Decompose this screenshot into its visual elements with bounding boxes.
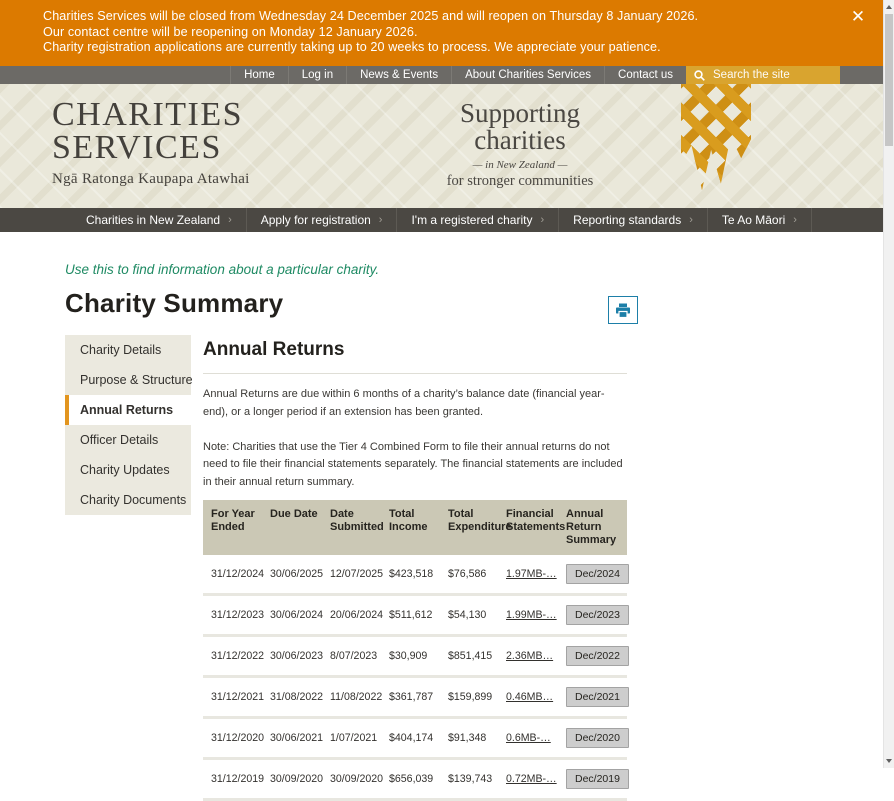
scrollbar-up-icon[interactable] [886, 5, 892, 9]
table-header-cell: Date Submitted [322, 500, 381, 555]
chevron-right-icon: › [378, 214, 383, 226]
primary-nav [0, 208, 884, 232]
cell-year-ended: 31/12/2022 [203, 637, 262, 678]
tagline-line-2: charities [474, 125, 566, 155]
site-search[interactable] [686, 66, 840, 84]
cell-total-expenditure: $139,743 [440, 760, 498, 801]
primary-nav-item-label: Te Ao Māori [721, 213, 786, 227]
notice-banner-text [0, 0, 884, 56]
annual-return-summary-button[interactable]: Dec/2021 [566, 687, 629, 707]
financial-statements-link[interactable]: 1.97MB-… [506, 568, 557, 581]
cell-total-income: $423,518 [381, 555, 440, 596]
cell-date-submitted: 8/07/2023 [322, 637, 381, 678]
sidebar-item[interactable] [65, 425, 191, 455]
sidebar-item-label: Purpose & Structure [80, 373, 193, 387]
cell-due-date: 30/06/2021 [262, 719, 322, 760]
masthead [0, 84, 884, 208]
body-columns [65, 335, 884, 801]
table-header-cell: Financial Statements [498, 500, 558, 555]
cell-date-submitted: 1/07/2021 [322, 719, 381, 760]
cell-total-expenditure: $851,415 [440, 637, 498, 678]
cell-total-income: $404,174 [381, 719, 440, 760]
financial-statements-link[interactable]: 0.72MB-… [506, 773, 557, 786]
cell-total-expenditure: $91,348 [440, 719, 498, 760]
cell-date-submitted: 20/06/2024 [322, 596, 381, 637]
table-row [203, 555, 627, 596]
utility-nav-items [230, 66, 686, 84]
intro-text: Use this to find information about a particular charity. [65, 262, 380, 277]
utility-nav-item[interactable]: Log in [288, 66, 346, 84]
cell-due-date: 30/06/2023 [262, 637, 322, 678]
scrollbar-down-icon[interactable] [886, 759, 892, 763]
cell-date-submitted: 12/07/2025 [322, 555, 381, 596]
section-paragraph-1: Annual Returns are due within 6 months of a charity’s balance date (financial year-end), or a longer period if an extension has been granted. [203, 388, 605, 418]
chevron-right-icon: › [793, 214, 797, 226]
cell-year-ended: 31/12/2019 [203, 760, 262, 801]
annual-returns-table [203, 500, 627, 801]
sidebar-item[interactable] [65, 365, 191, 395]
section-heading: Annual Returns [203, 339, 627, 374]
sidebar-item-label: Charity Updates [80, 463, 170, 477]
cell-total-income: $30,909 [381, 637, 440, 678]
primary-nav-item[interactable] [397, 208, 559, 232]
table-header-cell: Total Expenditure [440, 500, 498, 555]
cell-total-income: $361,787 [381, 678, 440, 719]
utility-nav-item[interactable]: Home [230, 66, 288, 84]
tagline-line-4: for stronger communities [446, 173, 594, 189]
utility-nav-item[interactable]: News & Events [346, 66, 451, 84]
cell-due-date: 30/06/2024 [262, 596, 322, 637]
primary-nav-item[interactable] [559, 208, 708, 232]
notice-banner-line: Our contact centre will be reopening on Monday 12 January 2026. [43, 24, 418, 39]
section-paragraph-2: Note: Charities that use the Tier 4 Combined Form to file their annual returns do not need to file their financial statements separately. The financial statements are included in their annual return summary. [203, 440, 623, 489]
sidebar-item[interactable] [65, 455, 191, 485]
cell-total-expenditure: $159,899 [440, 678, 498, 719]
annual-return-summary-button[interactable]: Dec/2023 [566, 605, 629, 625]
scrollbar-thumb[interactable] [885, 14, 893, 146]
cell-date-submitted: 11/08/2022 [322, 678, 381, 719]
print-icon [615, 303, 631, 318]
page-scrollbar[interactable] [883, 0, 894, 768]
table-header-cell: Annual Return Summary [558, 500, 627, 555]
cell-year-ended: 31/12/2020 [203, 719, 262, 760]
primary-nav-item[interactable] [72, 208, 247, 232]
charity-summary-sidebar [65, 335, 191, 515]
cell-total-expenditure: $76,586 [440, 555, 498, 596]
tagline-line-3: — in New Zealand — [472, 159, 568, 171]
cell-due-date: 30/09/2020 [262, 760, 322, 801]
table-row [203, 637, 627, 678]
logo-line-1: CHARITIES [52, 96, 244, 133]
financial-statements-link[interactable]: 0.46MB… [506, 691, 554, 704]
notice-banner-line: Charities Services will be closed from Wednesday 24 December 2025 and will reopen on Thursday 8 January 2026. [43, 9, 699, 23]
tagline-line-1: Supporting [459, 98, 580, 128]
table-row [203, 678, 627, 719]
sidebar-item[interactable] [65, 485, 191, 515]
notice-banner-line: Charity registration applications are currently taking up to 20 weeks to process. We appreciate your patience. [43, 40, 661, 55]
primary-nav-item[interactable] [247, 208, 398, 232]
cell-year-ended: 31/12/2023 [203, 596, 262, 637]
notice-banner [0, 0, 884, 66]
table-row [203, 760, 627, 801]
table-header-cell: Due Date [262, 500, 322, 555]
cell-total-expenditure: $54,130 [440, 596, 498, 637]
utility-nav-item[interactable]: Contact us [604, 66, 686, 84]
primary-nav-item[interactable] [708, 208, 812, 232]
cell-date-submitted: 30/09/2020 [322, 760, 381, 801]
search-input[interactable] [711, 68, 825, 82]
utility-nav [0, 66, 884, 84]
tagline [428, 100, 612, 190]
sidebar-item-label: Annual Returns [80, 403, 174, 417]
financial-statements-link[interactable]: 2.36MB… [506, 650, 554, 663]
sidebar-item[interactable] [65, 395, 191, 425]
content-area [0, 232, 884, 786]
annual-return-summary-button[interactable]: Dec/2020 [566, 728, 629, 748]
primary-nav-item-label: I'm a registered charity [411, 213, 533, 227]
cell-total-income: $511,612 [381, 596, 440, 637]
table-header-cell: Total Income [381, 500, 440, 555]
annual-return-summary-button[interactable]: Dec/2022 [566, 646, 629, 666]
cell-year-ended: 31/12/2024 [203, 555, 262, 596]
flax-weave-decoration [681, 84, 751, 190]
annual-returns-section [203, 335, 627, 801]
annual-return-summary-button[interactable]: Dec/2024 [566, 564, 629, 584]
financial-statements-link[interactable]: 0.6MB-… [506, 732, 551, 745]
charities-services-logo[interactable] [52, 98, 250, 188]
close-icon[interactable]: ✕ [850, 7, 866, 26]
primary-nav-item-label: Charities in New Zealand [86, 213, 221, 227]
primary-nav-item-label: Reporting standards [573, 213, 682, 227]
cell-year-ended: 31/12/2021 [203, 678, 262, 719]
cell-due-date: 31/08/2022 [262, 678, 322, 719]
chevron-right-icon: › [689, 214, 693, 226]
logo-line-2: SERVICES [52, 129, 222, 166]
financial-statements-link[interactable]: 1.99MB-… [506, 609, 557, 622]
annual-return-summary-button[interactable]: Dec/2019 [566, 769, 629, 789]
sidebar-item[interactable] [65, 335, 191, 365]
primary-nav-item-label: Apply for registration [260, 213, 371, 227]
cell-due-date: 30/06/2025 [262, 555, 322, 596]
print-button[interactable] [608, 296, 638, 324]
page-title: Charity Summary [65, 288, 284, 318]
logo-subtitle: Ngā Ratonga Kaupapa Atawhai [52, 171, 250, 187]
chevron-right-icon: › [540, 214, 545, 226]
chevron-right-icon: › [228, 214, 232, 226]
sidebar-item-label: Officer Details [80, 433, 159, 447]
sidebar-item-label: Charity Details [80, 343, 162, 357]
cell-total-income: $656,039 [381, 760, 440, 801]
table-header-cell: For Year Ended [203, 500, 262, 555]
table-header-row [203, 500, 627, 555]
sidebar-item-label: Charity Documents [80, 493, 187, 507]
utility-nav-spacer [840, 66, 884, 84]
utility-nav-item[interactable]: About Charities Services [451, 66, 604, 84]
table-row [203, 596, 627, 637]
search-icon [694, 70, 705, 81]
table-row [203, 719, 627, 760]
